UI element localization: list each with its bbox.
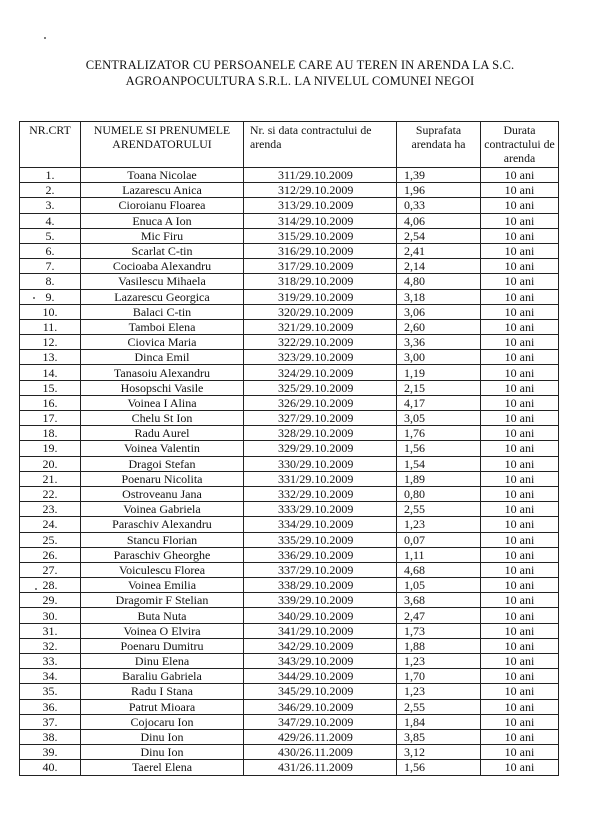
contract-duration: 10 ani [481,168,559,183]
lessor-name: Tanasoiu Alexandru [81,365,244,380]
contract-number-date: 340/29.10.2009 [244,608,397,623]
table-header-row [20,122,559,168]
contract-number-date: 339/29.10.2009 [244,593,397,608]
contract-duration: 10 ani [481,593,559,608]
table-row [20,395,559,410]
row-number: 14. [20,365,81,380]
row-number: 13. [20,350,81,365]
contract-duration: 10 ani [481,319,559,334]
row-number: 21. [20,471,81,486]
table-row [20,471,559,486]
lessor-name: Ciovica Maria [81,335,244,350]
leased-area: 0,07 [397,532,481,547]
contract-duration: 10 ani [481,183,559,198]
table-row [20,350,559,365]
leased-area: 1,96 [397,183,481,198]
lessors-table [19,121,559,776]
title-line-2: AGROANPOCULTURA S.R.L. LA NIVELUL COMUNEI NEGOI [125,74,475,88]
contract-number-date: 338/29.10.2009 [244,578,397,593]
row-number: 11. [20,319,81,334]
row-number: 25. [20,532,81,547]
contract-duration: 10 ani [481,760,559,775]
leased-area: 1,89 [397,471,481,486]
row-number: 3. [20,198,81,213]
contract-duration: 10 ani [481,411,559,426]
contract-duration: 10 ani [481,198,559,213]
contract-number-date: 429/26.11.2009 [244,729,397,744]
contract-number-date: 346/29.10.2009 [244,699,397,714]
table-row [20,623,559,638]
contract-number-date: 345/29.10.2009 [244,684,397,699]
leased-area: 2,14 [397,259,481,274]
contract-duration: 10 ani [481,623,559,638]
row-number: 29. [20,593,81,608]
contract-number-date: 337/29.10.2009 [244,562,397,577]
leased-area: 2,55 [397,699,481,714]
lessor-name: Dinu Elena [81,654,244,669]
header-contract: Nr. si data contractului de arenda [244,122,397,168]
row-number: 34. [20,669,81,684]
contract-number-date: 431/26.11.2009 [244,760,397,775]
table-row [20,699,559,714]
row-number: 28. [20,578,81,593]
contract-number-date: 341/29.10.2009 [244,623,397,638]
table-row [20,183,559,198]
lessor-name: Voinea Emilia [81,578,244,593]
contract-duration: 10 ani [481,638,559,653]
row-number: 24. [20,517,81,532]
contract-duration: 10 ani [481,562,559,577]
contract-number-date: 332/29.10.2009 [244,486,397,501]
table-row [20,289,559,304]
lessor-name: Voiculescu Florea [81,562,244,577]
row-number: 5. [20,228,81,243]
leased-area: 2,54 [397,228,481,243]
leased-area: 4,68 [397,562,481,577]
contract-duration: 10 ani [481,578,559,593]
contract-number-date: 330/29.10.2009 [244,456,397,471]
table-row [20,456,559,471]
row-number: 6. [20,243,81,258]
contract-number-date: 430/26.11.2009 [244,745,397,760]
row-number: 10. [20,304,81,319]
contract-duration: 10 ani [481,228,559,243]
header-duration: Durata contractului de arenda [481,122,559,168]
leased-area: 3,06 [397,304,481,319]
lessor-name: Dragoi Stefan [81,456,244,471]
table-row [20,684,559,699]
leased-area: 3,36 [397,335,481,350]
contract-duration: 10 ani [481,532,559,547]
table-row [20,593,559,608]
row-number: 9. [20,289,81,304]
leased-area: 4,06 [397,213,481,228]
lessor-name: Lazarescu Georgica [81,289,244,304]
contract-duration: 10 ani [481,699,559,714]
leased-area: 3,68 [397,593,481,608]
leased-area: 1,39 [397,168,481,183]
table-body [20,168,559,776]
contract-duration: 10 ani [481,517,559,532]
leased-area: 3,12 [397,745,481,760]
row-number: 37. [20,714,81,729]
table-row [20,380,559,395]
contract-number-date: 317/29.10.2009 [244,259,397,274]
row-number: 19. [20,441,81,456]
header-name: NUMELE SI PRENUMELE ARENDATORULUI [81,122,244,168]
table-row [20,274,559,289]
contract-number-date: 327/29.10.2009 [244,411,397,426]
lessor-name: Toana Nicolae [81,168,244,183]
contract-duration: 10 ani [481,669,559,684]
contract-duration: 10 ani [481,745,559,760]
contract-number-date: 342/29.10.2009 [244,638,397,653]
contract-duration: 10 ani [481,684,559,699]
contract-duration: 10 ani [481,365,559,380]
lessor-name: Voinea I Alina [81,395,244,410]
lessor-name: Baraliu Gabriela [81,669,244,684]
table-row [20,198,559,213]
contract-duration: 10 ani [481,395,559,410]
lessor-name: Dinu Ion [81,745,244,760]
table-row [20,562,559,577]
contract-number-date: 316/29.10.2009 [244,243,397,258]
leased-area: 4,80 [397,274,481,289]
lessor-name: Tamboi Elena [81,319,244,334]
row-number: 8. [20,274,81,289]
contract-duration: 10 ani [481,654,559,669]
leased-area: 1,19 [397,365,481,380]
row-number: 23. [20,502,81,517]
table-row [20,441,559,456]
contract-number-date: 322/29.10.2009 [244,335,397,350]
lessor-name: Radu Aurel [81,426,244,441]
row-number: 4. [20,213,81,228]
table-row [20,335,559,350]
title-line-1: CENTRALIZATOR CU PERSOANELE CARE AU TEREN IN ARENDA LA S.C. [85,58,515,72]
row-number: 20. [20,456,81,471]
lessor-name: Mic Firu [81,228,244,243]
row-number: 27. [20,562,81,577]
table-row [20,638,559,653]
table-row [20,760,559,775]
lessor-name: Patrut Mioara [81,699,244,714]
contract-number-date: 328/29.10.2009 [244,426,397,441]
lessor-name: Paraschiv Gheorghe [81,547,244,562]
table-row [20,669,559,684]
lessor-name: Ostroveanu Jana [81,486,244,501]
contract-duration: 10 ani [481,456,559,471]
row-number: 15. [20,380,81,395]
lessor-name: Paraschiv Alexandru [81,517,244,532]
lessor-name: Radu I Stana [81,684,244,699]
contract-number-date: 314/29.10.2009 [244,213,397,228]
row-number: 38. [20,729,81,744]
leased-area: 3,00 [397,350,481,365]
leased-area: 1,23 [397,517,481,532]
leased-area: 1,23 [397,684,481,699]
lessor-name: Scarlat C-tin [81,243,244,258]
lessor-name: Cojocaru Ion [81,714,244,729]
lessor-name: Voinea Gabriela [81,502,244,517]
leased-area: 1,56 [397,441,481,456]
leased-area: 1,88 [397,638,481,653]
table-row [20,228,559,243]
table-row [20,608,559,623]
table-row [20,745,559,760]
lessor-name: Dinu Ion [81,729,244,744]
contract-duration: 10 ani [481,350,559,365]
table-row [20,654,559,669]
table-row [20,532,559,547]
contract-number-date: 319/29.10.2009 [244,289,397,304]
contract-duration: 10 ani [481,608,559,623]
table-row [20,168,559,183]
contract-number-date: 312/29.10.2009 [244,183,397,198]
contract-duration: 10 ani [481,426,559,441]
table-row [20,517,559,532]
contract-number-date: 326/29.10.2009 [244,395,397,410]
table-row [20,426,559,441]
table-row [20,304,559,319]
leased-area: 2,41 [397,243,481,258]
leased-area: 1,05 [397,578,481,593]
contract-number-date: 331/29.10.2009 [244,471,397,486]
table-row [20,714,559,729]
leased-area: 3,05 [397,411,481,426]
lessor-name: Enuca A Ion [81,213,244,228]
lessor-name: Lazarescu Anica [81,183,244,198]
table-row [20,243,559,258]
lessor-name: Stancu Florian [81,532,244,547]
leased-area: 1,11 [397,547,481,562]
leased-area: 1,84 [397,714,481,729]
row-number: 36. [20,699,81,714]
contract-number-date: 344/29.10.2009 [244,669,397,684]
scan-speck [44,37,46,39]
table-row [20,578,559,593]
leased-area: 1,73 [397,623,481,638]
row-number: 30. [20,608,81,623]
row-number: 1. [20,168,81,183]
leased-area: 0,33 [397,198,481,213]
lessor-name: Dinca Emil [81,350,244,365]
contract-duration: 10 ani [481,289,559,304]
contract-number-date: 318/29.10.2009 [244,274,397,289]
lessor-name: Poenaru Nicolita [81,471,244,486]
leased-area: 2,55 [397,502,481,517]
contract-number-date: 333/29.10.2009 [244,502,397,517]
row-number: 35. [20,684,81,699]
table-row [20,411,559,426]
contract-duration: 10 ani [481,259,559,274]
table-row [20,259,559,274]
leased-area: 3,85 [397,729,481,744]
row-number: 22. [20,486,81,501]
contract-number-date: 343/29.10.2009 [244,654,397,669]
row-number: 12. [20,335,81,350]
table-row [20,547,559,562]
lessor-name: Voinea Valentin [81,441,244,456]
leased-area: 1,70 [397,669,481,684]
lessor-name: Balaci C-tin [81,304,244,319]
contract-number-date: 329/29.10.2009 [244,441,397,456]
header-area: Suprafata arendata ha [397,122,481,168]
contract-number-date: 347/29.10.2009 [244,714,397,729]
leased-area: 1,54 [397,456,481,471]
lessor-name: Taerel Elena [81,760,244,775]
lessor-name: Chelu St Ion [81,411,244,426]
row-number: 40. [20,760,81,775]
leased-area: 2,60 [397,319,481,334]
contract-duration: 10 ani [481,213,559,228]
contract-number-date: 334/29.10.2009 [244,517,397,532]
lessor-name: Cioroianu Floarea [81,198,244,213]
contract-number-date: 324/29.10.2009 [244,365,397,380]
contract-duration: 10 ani [481,243,559,258]
lessor-name: Dragomir F Stelian [81,593,244,608]
contract-number-date: 313/29.10.2009 [244,198,397,213]
contract-number-date: 336/29.10.2009 [244,547,397,562]
table-row [20,486,559,501]
contract-number-date: 335/29.10.2009 [244,532,397,547]
table-row [20,365,559,380]
contract-duration: 10 ani [481,714,559,729]
leased-area: 4,17 [397,395,481,410]
row-number: 32. [20,638,81,653]
table-row [20,213,559,228]
row-number: 7. [20,259,81,274]
row-number: 2. [20,183,81,198]
contract-number-date: 311/29.10.2009 [244,168,397,183]
row-number: 16. [20,395,81,410]
contract-duration: 10 ani [481,471,559,486]
lessor-name: Buta Nuta [81,608,244,623]
leased-area: 3,18 [397,289,481,304]
leased-area: 0,80 [397,486,481,501]
contract-duration: 10 ani [481,441,559,456]
table-row [20,729,559,744]
row-number: 18. [20,426,81,441]
leased-area: 1,56 [397,760,481,775]
leased-area: 2,15 [397,380,481,395]
header-nr-crt: NR.CRT [20,122,81,168]
leased-area: 1,23 [397,654,481,669]
contract-number-date: 315/29.10.2009 [244,228,397,243]
contract-duration: 10 ani [481,547,559,562]
leased-area: 2,47 [397,608,481,623]
contract-duration: 10 ani [481,380,559,395]
lessor-name: Hosopschi Vasile [81,380,244,395]
table-row [20,319,559,334]
row-number: 33. [20,654,81,669]
contract-number-date: 321/29.10.2009 [244,319,397,334]
contract-number-date: 323/29.10.2009 [244,350,397,365]
lessor-name: Vasilescu Mihaela [81,274,244,289]
contract-duration: 10 ani [481,274,559,289]
lessor-name: Voinea O Elvira [81,623,244,638]
contract-duration: 10 ani [481,729,559,744]
contract-number-date: 320/29.10.2009 [244,304,397,319]
lessor-name: Cocioaba Alexandru [81,259,244,274]
lessor-name: Poenaru Dumitru [81,638,244,653]
document-title [40,57,560,89]
row-number: 26. [20,547,81,562]
contract-number-date: 325/29.10.2009 [244,380,397,395]
contract-duration: 10 ani [481,335,559,350]
contract-duration: 10 ani [481,486,559,501]
table-row [20,502,559,517]
row-number: 17. [20,411,81,426]
contract-duration: 10 ani [481,502,559,517]
contract-duration: 10 ani [481,304,559,319]
leased-area: 1,76 [397,426,481,441]
row-number: 31. [20,623,81,638]
row-number: 39. [20,745,81,760]
